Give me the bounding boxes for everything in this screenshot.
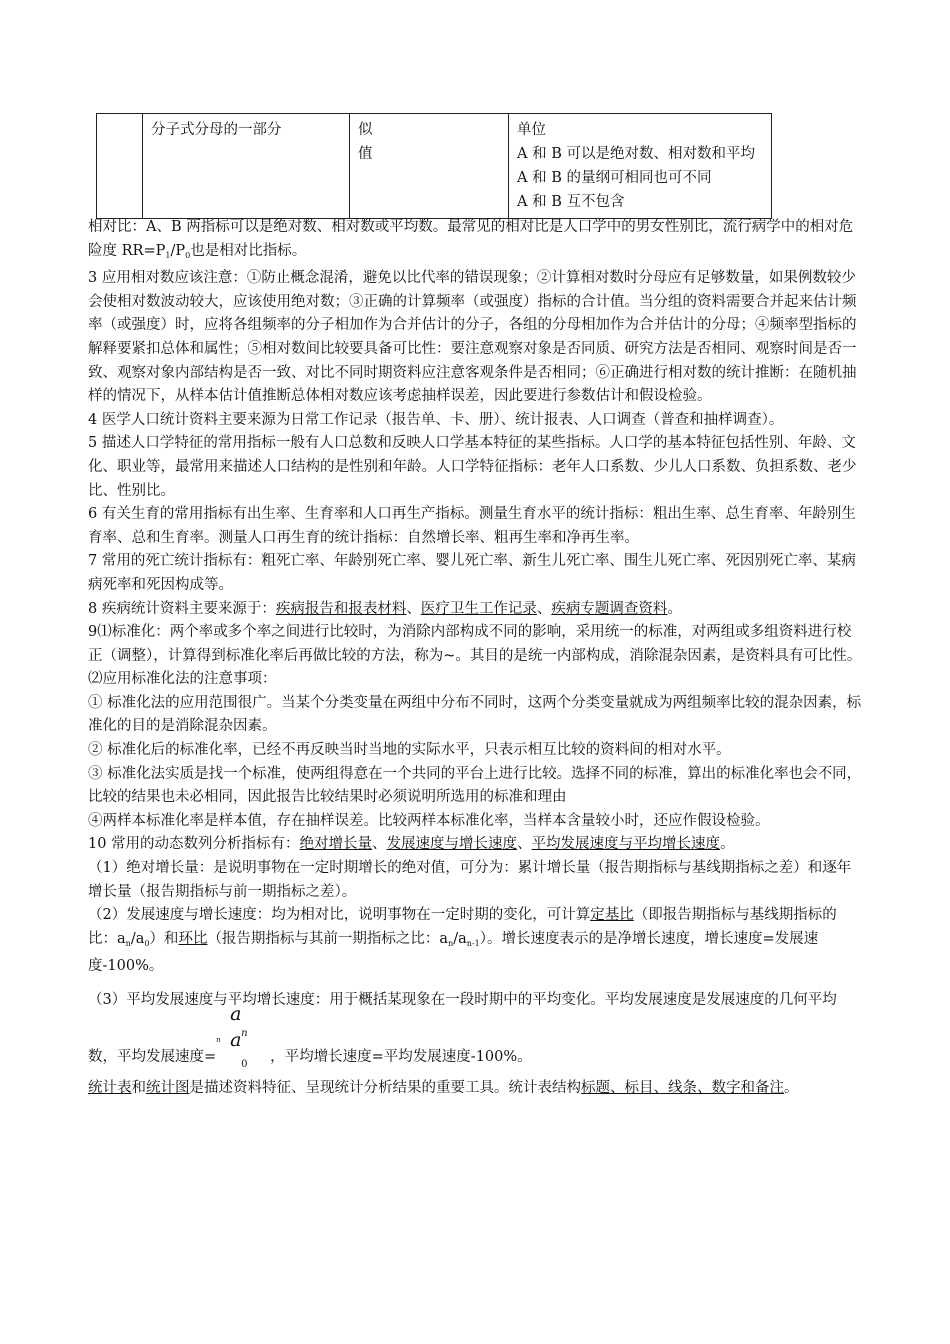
table-cell-type: 似 值 bbox=[350, 114, 509, 219]
paragraph-10: 10 常用的动态数列分析指标有：绝对增长量、发展速度与增长速度、平均发展速度与平均增长速度。 bbox=[88, 836, 735, 853]
comparison-table bbox=[96, 113, 772, 219]
paragraph-9: 9⑴标准化：两个率或多个率之间进行比较时，为消除内部构成不同的影响，采用统一的标准，对两组或多组资料进行校正（调整），计算得到标准化率后再做比较的方法，称为~。其目的是统一内部构成，消除混杂因素，是资料具有可比性。 bbox=[88, 624, 862, 664]
paragraph-11: 统计表和统计图是描述资料特征、呈现统计分析结果的重要工具。统计表结构标题、标目、线条、数字和备注。 bbox=[88, 1079, 799, 1096]
paragraph-10-2: （2）发展速度与增长速度：均为相对比，说明事物在一定时期的变化，可计算定基比（即报告期指标与基线期指标的比：$a_n/a_0$）和环比（报告期指标与其前一期指标之比：$a_n/a_{n-1}$）。增长速度表示的是净增长速度，增长速度=发展速度-100%。 bbox=[88, 907, 837, 975]
table-cell-notes: 单位 A 和 B 可以是绝对数、相对数和平均 A 和 B 的量纲可相同也可不同 A 和 B 互不包含 bbox=[509, 114, 772, 219]
paragraph-4: 4 医学人口统计资料主要来源为日常工作记录（报告单、卡、册）、统计报表、人口调查（普查和抽样调查）。 bbox=[88, 411, 784, 428]
paragraph-9-note-1: ① 标准化法的应用范围很广。当某个分类变量在两组中分布不同时，这两个分类变量就成为两组频率比较的混杂因素，标准化的目的是消除混杂因素。 bbox=[88, 694, 862, 735]
paragraph-6: 6 有关生育的常用指标有出生率、生育率和人口再生产指标。测量生育水平的统计指标：粗出生率、总生育率、年龄别生育率、总和生育率。测量人口再生育的统计指标：自然增长率、粗再生率和净再生率。 bbox=[88, 506, 856, 546]
paragraph-relative-ratio: 相对比：A、B 两指标可以是绝对数、相对数或平均数。最常见的相对比是人口学中的男女性别比，流行病学中的相对危险度 $RR=P_1/P_0$也是相对比指标。 bbox=[88, 219, 854, 260]
table-row bbox=[97, 114, 772, 219]
body-text bbox=[88, 216, 864, 1100]
table-cell-definition: 分子式分母的一部分 bbox=[143, 114, 350, 219]
paragraph-9-note-2: ② 标准化后的标准化率，已经不再反映当时当地的实际水平，只表示相互比较的资料间的相对水平。 bbox=[88, 742, 731, 759]
paragraph-10-3: （3）平均发展速度与平均增长速度：用于概括某现象在一段时期中的平均变化。平均发展速度是发展速度的几何平均数，平均发展速度= n a n a 0 ，平均增长速度=平均发展速度-100%。 bbox=[88, 992, 837, 1070]
paragraph-9-note-3: ③ 标准化法实质是找一个标准，使两组得意在一个共同的平台上进行比较。选择不同的标准，算出的标准化率也会不同，比较的结果也未必相同，因此报告比较结果时必须说明所选用的标准和理由 bbox=[88, 765, 862, 806]
table-cell-empty bbox=[97, 114, 143, 219]
paragraph-10-1: （1）绝对增长量：是说明事物在一定时期增长的绝对值，可分为：累计增长量（报告期指标与基线期指标之差）和逐年增长量（报告期指标与前一期指标之差）。 bbox=[88, 860, 852, 900]
paragraph-5: 5 描述人口学特征的常用指标一般有人口总数和反映人口学基本特征的某些指标。人口学的基本特征包括性别、年龄、文化、职业等，最常用来描述人口结构的是性别和年龄。人口学特征指标：老年人口系数、少儿人口系数、负担系数、老少比、性别比。 bbox=[88, 435, 857, 499]
paragraph-9-note-4: ④两样本标准化率是样本值，存在抽样误差。比较两样本标准化率，当样本含量较小时，还应作假设检验。 bbox=[88, 812, 770, 829]
paragraph-3: 3 应用相对数应该注意：①防止概念混淆，避免以比代率的错误现象；②计算相对数时分母应有足够数量，如果例数较少会使相对数波动较大，应该使用绝对数；③正确的计算频率（或强度）指标的合计值。当分组的资料需要合并起来估计频率（或强度）时，应将各组频率的分子相加作为合并估计的分子，各组的分母相加作为合并估计的分母；④频率型指标的解释要紧扣总体和属性；⑤相对数间比较要具备可比性：要注意观察对象是否同质、研究方法是否相同、观察时间是否一致、观察对象内部结构是否一致、对比不同时期资料应注意客观条件是否相同；⑥正确进行相对数的统计推断：在随机抽样的情况下，从样本估计值推断总体相对数应该考虑抽样误差，因此要进行参数估计和假设检验。 bbox=[88, 270, 857, 405]
paragraph-8: 8 疾病统计资料主要来源于：疾病报告和报表材料、医疗卫生工作记录、疾病专题调查资料。 bbox=[88, 600, 682, 617]
paragraph-7: 7 常用的死亡统计指标有：粗死亡率、年龄别死亡率、婴儿死亡率、新生儿死亡率、围生儿死亡率、死因别死亡率、某病病死率和死因构成等。 bbox=[88, 553, 856, 593]
geometric-mean-formula: n a n a 0 bbox=[216, 1002, 248, 1070]
paragraph-9-notes-heading: ⑵应用标准化法的注意事项： bbox=[88, 671, 277, 688]
